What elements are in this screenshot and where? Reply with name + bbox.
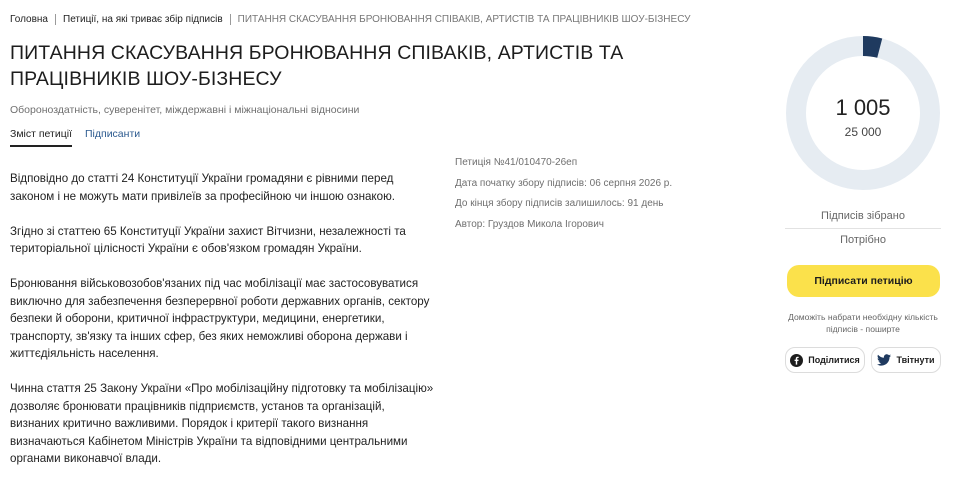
petition-days-left: До кінця збору підписів залишилось: 91 день [455, 198, 664, 209]
signatures-target-count: 25 000 [844, 125, 882, 139]
petition-paragraph: Чинна стаття 25 Закону України «Про мобілізаційну підготовку та мобілізацію» дозволяє бронювати працівників підприємств, установ та організацій, визнаних критично важливими. Порядок і критерії такого визнання визначаються Кабінетом Міністрів України та відповідними центральними органами виконавчої влади. [10, 382, 434, 465]
page-title: ПИТАННЯ СКАСУВАННЯ БРОНЮВАННЯ СПІВАКІВ, АРТИСТІВ ТА ПРАЦІВНИКІВ ШОУ-БІЗНЕСУ [10, 42, 624, 90]
petition-paragraph: Відповідно до статті 24 Конституції України громадяни є рівними перед законом і не можуть мати привілеїв за професійною чи іншою ознакою. [10, 172, 395, 203]
petition-paragraph: Бронювання військовозобов'язаних під час мобілізації має застосовуватися виключно для забезпечення безперервної роботи державних органів, сектору безпеки й оборони, критичної інфраструктури, медицини, енергетики, транспорту, зв'язку та інших сфер, без яких неможливі оборона держави і життєдіяльність населення. [10, 277, 430, 360]
breadcrumb-separator [230, 14, 231, 25]
signatures-collected-label: Підписів зібрано [821, 210, 905, 222]
petition-number: Петиція №41/010470-26еп [455, 157, 578, 168]
sidebar-divider [785, 228, 941, 229]
tab-signers[interactable]: Підписанти [85, 128, 141, 140]
facebook-icon [790, 354, 803, 367]
petition-meta [455, 153, 672, 235]
facebook-share-button[interactable] [785, 347, 865, 373]
twitter-share-label: Твітнути [896, 355, 935, 365]
tab-petition-content[interactable]: Зміст петиції [10, 128, 72, 147]
petition-category: Обороноздатність, суверенітет, міждержавні і міжнаціональні відносини [10, 104, 360, 116]
petition-paragraph: Згідно зі статтею 65 Конституції України захист Вітчизни, незалежності та територіальної цілісності України є обов'язком громадян України. [10, 224, 406, 255]
petition-start-date: Дата початку збору підписів: 06 серпня 2026 р. [455, 177, 673, 189]
petition-author: Автор: Груздов Микола Ігорович [455, 218, 604, 230]
share-hint: Доможіть набрати необхідну кількість підписів - поширте [788, 312, 938, 334]
breadcrumb-separator [55, 14, 56, 25]
signatures-collected-count: 1 005 [835, 95, 891, 120]
breadcrumb-home-link[interactable]: Головна [10, 14, 48, 25]
twitter-icon [877, 354, 891, 366]
twitter-share-button[interactable] [871, 347, 941, 373]
facebook-share-label: Поділитися [808, 355, 860, 365]
petition-tabs [10, 128, 153, 147]
sign-petition-button[interactable]: Підписати петицію [787, 265, 940, 297]
breadcrumb-current: ПИТАННЯ СКАСУВАННЯ БРОНЮВАННЯ СПІВАКІВ, АРТИСТІВ ТА ПРАЦІВНИКІВ ШОУ-БІЗНЕСУ [237, 14, 691, 25]
petition-text [10, 170, 435, 485]
signatures-needed-label: Потрібно [840, 234, 886, 246]
signature-counter [785, 35, 941, 191]
breadcrumb [10, 14, 690, 25]
breadcrumb-section-link[interactable]: Петиції, на які триває збір підписів [63, 14, 223, 25]
